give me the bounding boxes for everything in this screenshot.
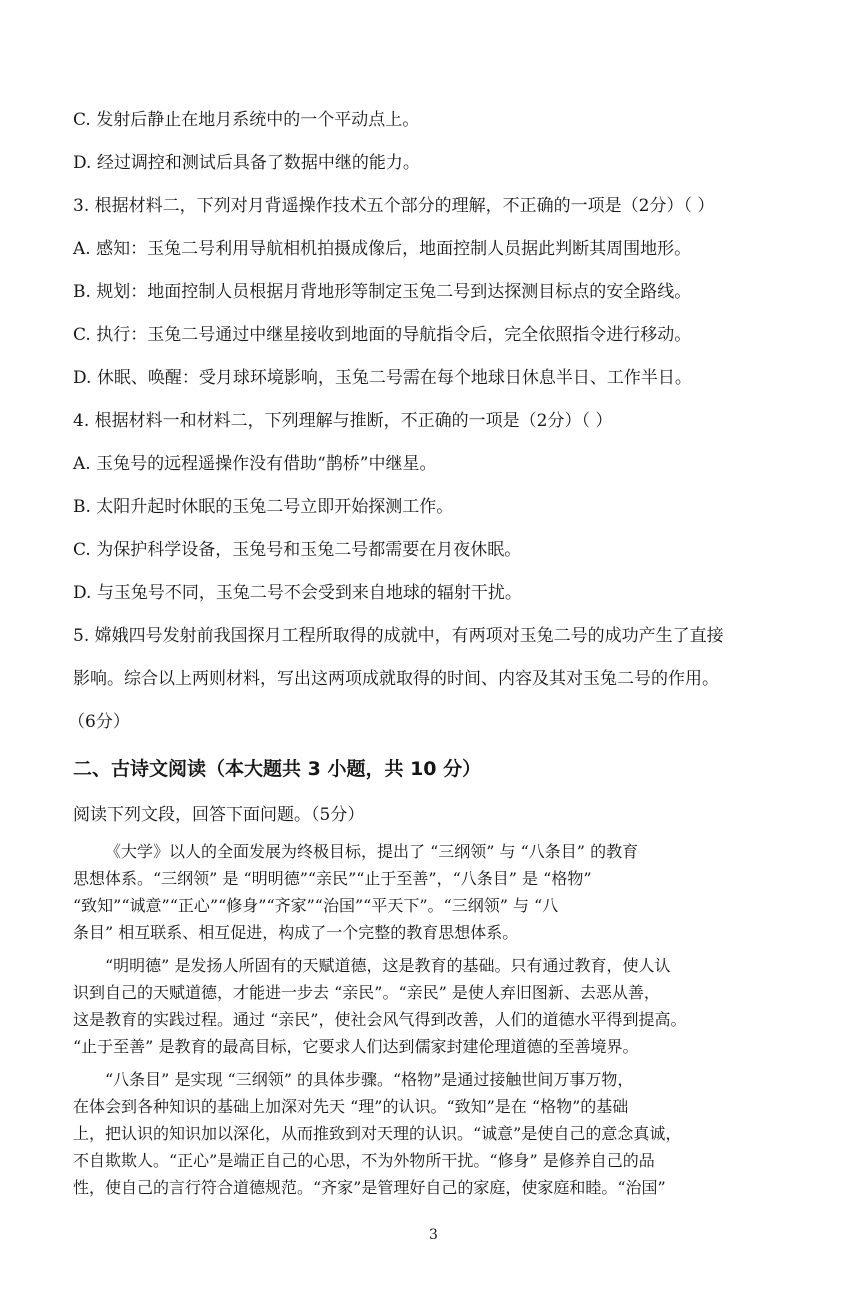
passage-line: 这是教育的实践过程。通过 “亲民”，使社会风气得到改善，人们的道德水平得到提高。: [73, 1010, 687, 1029]
passage-line: 不自欺欺人。“正心”是端正自己的心思，不为外物所干扰。“修身” 是修养自己的品: [73, 1151, 655, 1170]
option-line: D. 休眠、唤醒：受月球环境影响，玉兔二号需在每个地球日休息半日、工作半日。: [73, 368, 692, 388]
page-number: 3: [429, 1227, 438, 1243]
passage-line: “八条目” 是实现 “三纲领” 的具体步骤。“格物”是通过接触世间万事万物，: [105, 1070, 634, 1089]
option-line: A. 感知：玉兔二号利用导航相机拍摄成像后，地面控制人员据此判断其周围地形。: [73, 239, 692, 259]
passage-line: 识到自己的天赋道德，才能进一步去 “亲民”。“亲民” 是使人弃旧图新、去恶从善，: [73, 983, 660, 1002]
section-heading: 二、古诗文阅读（本大题共 3 小题，共 10 分）: [73, 758, 482, 780]
instruction-line: 阅读下列文段，回答下面问题。（5分）: [73, 805, 365, 825]
score-note: （6分）: [68, 712, 130, 732]
passage-line: 条目” 相互联系、相互促进，构成了一个完整的教育思想体系。: [73, 923, 519, 942]
passage-line: 在体会到各种知识的基础上加深对先天 “理”的认识。“致知”是在 “格物”的基础: [73, 1097, 629, 1116]
passage-line: 上，把认识的知识加以深化，从而推致到对天理的认识。“诚意”是使自己的意念真诚，: [73, 1124, 682, 1143]
question-line: 影响。综合以上两则材料，写出这两项成就取得的时间、内容及其对玉兔二号的作用。: [73, 669, 719, 689]
question-line: 3. 根据材料二，下列对月背遥操作技术五个部分的理解，不正确的一项是（2分）（ ）: [73, 196, 715, 216]
option-line: D. 经过调控和测试后具备了数据中继的能力。: [73, 153, 420, 173]
option-line: B. 太阳升起时休眠的玉兔二号立即开始探测工作。: [73, 497, 454, 517]
passage-line: 性，使自己的言行符合道德规范。“齐家”是管理好自己的家庭，使家庭和睦。“治国”: [73, 1178, 666, 1197]
passage-line: 思想体系。“三纲领” 是 “明明德”“亲民”“止于至善”，“八条目” 是 “格物”: [73, 869, 592, 888]
question-line: 5. 嫦娥四号发射前我国探月工程所取得的成就中，有两项对玉兔二号的成功产生了直接: [73, 626, 724, 646]
passage-line: “致知”“诚意”“正心”“修身”“齐家”“治国”“平天下”。“三纲领” 与 “八: [73, 896, 559, 915]
option-line: B. 规划：地面控制人员根据月背地形等制定玉兔二号到达探测目标点的安全路线。: [73, 282, 692, 302]
option-line: C. 执行：玉兔二号通过中继星接收到地面的导航指令后，完全依照指令进行移动。: [73, 325, 692, 345]
passage-line: 《大学》以人的全面发展为终极目标，提出了 “三纲领” 与 “八条目” 的教育: [105, 842, 639, 861]
option-line: D. 与玉兔号不同，玉兔二号不会受到来自地球的辐射干扰。: [73, 583, 522, 603]
option-line: C. 为保护科学设备，玉兔号和玉兔二号都需要在月夜休眠。: [73, 540, 522, 560]
option-line: A. 玉兔号的远程遥操作没有借助“鹊桥”中继星。: [73, 454, 437, 474]
passage-line: “明明德” 是发扬人所固有的天赋道德，这是教育的基础。只有通过教育，使人认: [105, 956, 671, 975]
option-line: C. 发射后静止在地月系统中的一个平动点上。: [73, 110, 420, 130]
passage-line: “止于至善” 是教育的最高目标，它要求人们达到儒家封建伦理道德的至善境界。: [73, 1037, 639, 1056]
question-line: 4. 根据材料一和材料二，下列理解与推断，不正确的一项是（2分）（ ）: [73, 411, 613, 431]
